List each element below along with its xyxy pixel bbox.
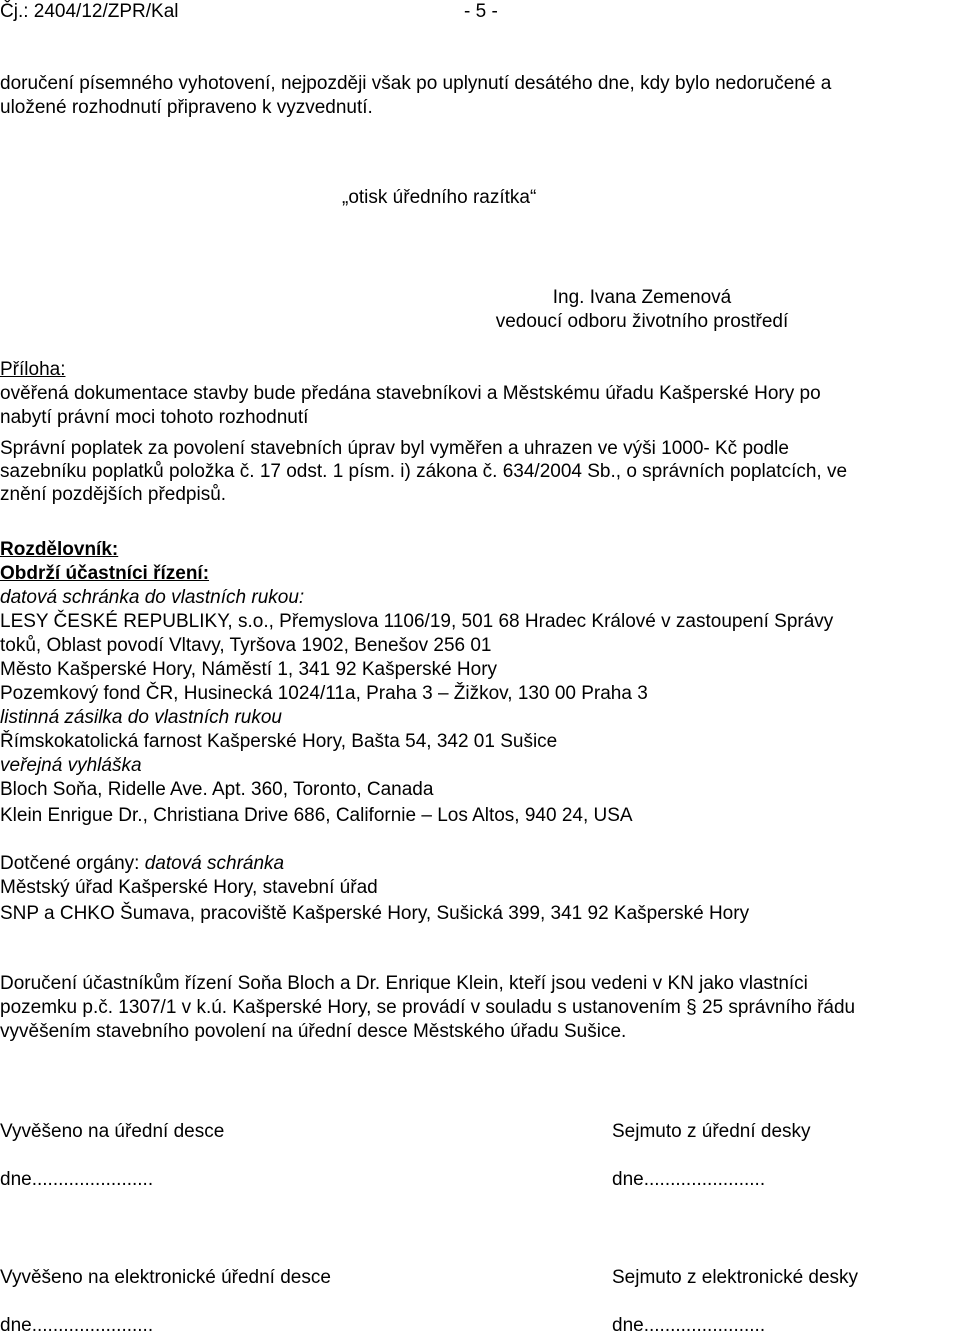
delivery-line: Doručení účastníkům řízení Soňa Bloch a Dr. Enrique Klein, kteří jsou vedeni v KN jako vlastníci bbox=[0, 973, 808, 994]
signature-block bbox=[477, 286, 807, 334]
delivery-mode-databox: datová schránka do vlastních rukou: bbox=[0, 587, 305, 608]
authorities-mode: datová schránka bbox=[144, 853, 285, 874]
authorities-label: Dotčené orgány: bbox=[0, 853, 145, 874]
recipient-line: Město Kašperské Hory, Náměstí 1, 341 92 Kašperské Hory bbox=[0, 659, 498, 680]
intro-line: doručení písemného vyhotovení, nejpozději však po uplynutí desátého dne, kdy bylo nedoručené a bbox=[0, 73, 832, 94]
distribution-heading: Rozdělovník: bbox=[0, 539, 119, 560]
authority-line: SNP a CHKO Šumava, pracoviště Kašperské Hory, Sušická 399, 341 92 Kašperské Hory bbox=[0, 903, 750, 924]
recipient-line: LESY ČESKÉ REPUBLIKY, s.o., Přemyslova 1106/19, 501 68 Hradec Králové v zastoupení Správy bbox=[0, 611, 834, 632]
authority-line: Městský úřad Kašperské Hory, stavební úřad bbox=[0, 877, 378, 898]
board-posted-date: dne....................... bbox=[0, 1169, 154, 1190]
board-removed-label: Sejmuto z úřední desky bbox=[612, 1121, 811, 1142]
fee-line: Správní poplatek za povolení stavebních úprav byl vyměřen a uhrazen ve výši 1000- Kč podle bbox=[0, 438, 789, 459]
delivery-line: vyvěšením stavebního povolení na úřední desce Městského úřadu Sušice. bbox=[0, 1021, 627, 1042]
stamp-placeholder: „otisk úředního razítka“ bbox=[342, 187, 537, 208]
attachment-line: ověřená dokumentace stavby bude předána stavebníkovi a Městskému úřadu Kašperské Hory po bbox=[0, 383, 821, 404]
electronic-posted-label: Vyvěšeno na elektronické úřední desce bbox=[0, 1267, 331, 1288]
fee-line: znění pozdějších předpisů. bbox=[0, 484, 227, 505]
recipient-line: Bloch Soňa, Ridelle Ave. Apt. 360, Toronto, Canada bbox=[0, 779, 434, 800]
electronic-removed-date: dne....................... bbox=[612, 1315, 766, 1336]
board-posted-label: Vyvěšeno na úřední desce bbox=[0, 1121, 225, 1142]
page-number: - 5 - bbox=[464, 1, 498, 22]
recipient-line: Klein Enrigue Dr., Christiana Drive 686, Californie – Los Altos, 940 24, USA bbox=[0, 805, 633, 826]
authorities-heading bbox=[0, 852, 284, 876]
electronic-posted-date: dne....................... bbox=[0, 1315, 154, 1336]
distribution-subheading: Obdrží účastníci řízení: bbox=[0, 563, 210, 584]
delivery-mode-public: veřejná vyhláška bbox=[0, 755, 142, 776]
fee-line: sazebníku poplatků položka č. 17 odst. 1 písm. i) zákona č. 634/2004 Sb., o správních poplatcích, ve bbox=[0, 461, 848, 482]
electronic-removed-label: Sejmuto z elektronické desky bbox=[612, 1267, 859, 1288]
attachment-line: nabytí právní moci tohoto rozhodnutí bbox=[0, 407, 309, 428]
recipient-line: toků, Oblast povodí Vltavy, Tyršova 1902, Benešov 256 01 bbox=[0, 635, 492, 656]
reference-number: Čj.: 2404/12/ZPR/Kal bbox=[0, 1, 179, 22]
delivery-mode-letter: listinná zásilka do vlastních rukou bbox=[0, 707, 282, 728]
intro-line: uložené rozhodnutí připraveno k vyzvednutí. bbox=[0, 97, 373, 118]
signatory-role: vedoucí odboru životního prostředí bbox=[495, 311, 789, 332]
attachment-heading: Příloha: bbox=[0, 359, 66, 380]
recipient-line: Pozemkový fond ČR, Husinecká 1024/11a, Praha 3 – Žižkov, 130 00 Praha 3 bbox=[0, 683, 648, 704]
delivery-line: pozemku p.č. 1307/1 v k.ú. Kašperské Hory, se provádí v souladu s ustanovením § 25 správního řádu bbox=[0, 997, 856, 1018]
board-removed-date: dne....................... bbox=[612, 1169, 766, 1190]
recipient-line: Římskokatolická farnost Kašperské Hory, Bašta 54, 342 01 Sušice bbox=[0, 731, 558, 752]
signatory-name: Ing. Ivana Zemenová bbox=[552, 287, 732, 308]
